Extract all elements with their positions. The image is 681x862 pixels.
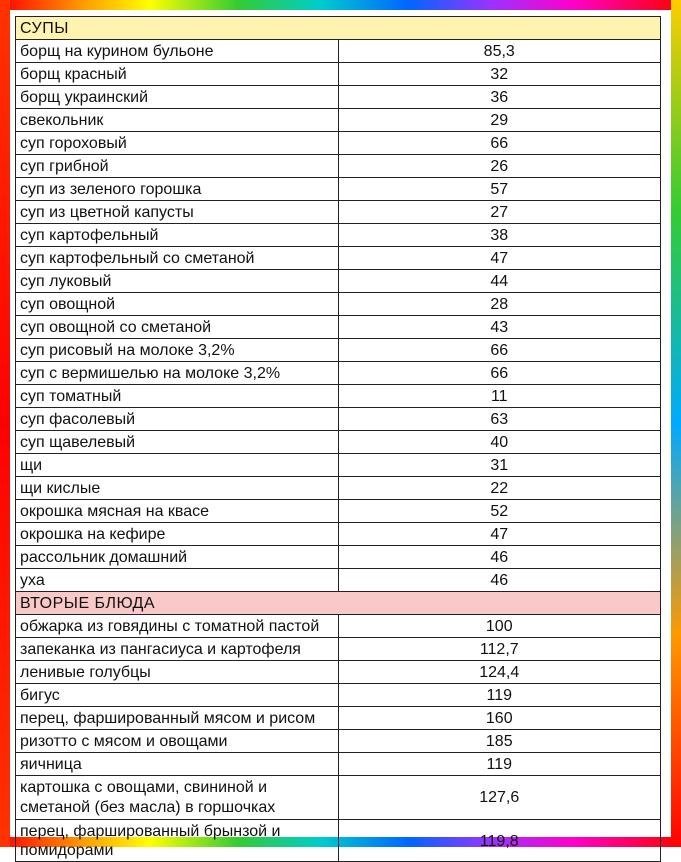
dish-name: перец, фаршированный брынзой и помидорами — [16, 820, 339, 862]
table-row — [16, 707, 661, 730]
table-row — [16, 270, 661, 293]
calorie-value: 11 — [338, 385, 661, 408]
table-row — [16, 408, 661, 431]
calorie-value: 66 — [338, 362, 661, 385]
dish-name: суп из цветной капусты — [16, 201, 339, 224]
dish-name: уха — [16, 569, 339, 592]
table-row — [16, 753, 661, 776]
dish-name: суп щавелевый — [16, 431, 339, 454]
table-row — [16, 431, 661, 454]
dish-name: ленивые голубцы — [16, 661, 339, 684]
calorie-value: 27 — [338, 201, 661, 224]
table-row — [16, 155, 661, 178]
dish-name: щи — [16, 454, 339, 477]
calorie-value: 119 — [338, 684, 661, 707]
calorie-value: 66 — [338, 132, 661, 155]
table-row — [16, 661, 661, 684]
section-title: СУПЫ — [16, 17, 661, 40]
table-row — [16, 523, 661, 546]
dish-name: суп гороховый — [16, 132, 339, 155]
calorie-value: 47 — [338, 247, 661, 270]
calorie-value: 127,6 — [338, 776, 661, 820]
calorie-value: 119,8 — [338, 820, 661, 862]
calorie-value: 22 — [338, 477, 661, 500]
table-row — [16, 132, 661, 155]
dish-name: перец, фаршированный мясом и рисом — [16, 707, 339, 730]
calorie-value: 26 — [338, 155, 661, 178]
table-row — [16, 569, 661, 592]
section-title: ВТОРЫЕ БЛЮДА — [16, 592, 661, 615]
table-row — [16, 316, 661, 339]
calorie-value: 85,3 — [338, 40, 661, 63]
calorie-value: 36 — [338, 86, 661, 109]
table-row — [16, 178, 661, 201]
dish-name: борщ красный — [16, 63, 339, 86]
dish-name: суп фасолевый — [16, 408, 339, 431]
table-row — [16, 224, 661, 247]
dish-name: окрошка на кефире — [16, 523, 339, 546]
calorie-value: 32 — [338, 63, 661, 86]
table-row — [16, 293, 661, 316]
table-row — [16, 500, 661, 523]
calorie-value: 43 — [338, 316, 661, 339]
dish-name: щи кислые — [16, 477, 339, 500]
calorie-value: 112,7 — [338, 638, 661, 661]
dish-name: суп картофельный — [16, 224, 339, 247]
calorie-value: 47 — [338, 523, 661, 546]
calorie-value: 40 — [338, 431, 661, 454]
dish-name: свекольник — [16, 109, 339, 132]
frame-top-stripe — [0, 0, 681, 10]
calorie-value: 44 — [338, 270, 661, 293]
table-row — [16, 546, 661, 569]
table-row — [16, 40, 661, 63]
calorie-value: 46 — [338, 546, 661, 569]
calorie-value: 124,4 — [338, 661, 661, 684]
dish-name: картошка с овощами, свининой и сметаной (без масла) в горшочках — [16, 776, 339, 820]
dish-name: суп овощной — [16, 293, 339, 316]
calorie-value: 29 — [338, 109, 661, 132]
dish-name: суп грибной — [16, 155, 339, 178]
section-header — [16, 17, 661, 40]
table-row — [16, 638, 661, 661]
table-row — [16, 339, 661, 362]
dish-name: суп овощной со сметаной — [16, 316, 339, 339]
dish-name: запеканка из пангасиуса и картофеля — [16, 638, 339, 661]
dish-name: рассольник домашний — [16, 546, 339, 569]
dish-name: суп луковый — [16, 270, 339, 293]
calorie-value: 63 — [338, 408, 661, 431]
table-row — [16, 201, 661, 224]
dish-name: суп с вермишелью на молоке 3,2% — [16, 362, 339, 385]
table-row — [16, 63, 661, 86]
table-row — [16, 247, 661, 270]
dish-name: суп томатный — [16, 385, 339, 408]
calorie-value: 100 — [338, 615, 661, 638]
calorie-value: 28 — [338, 293, 661, 316]
table-row — [16, 730, 661, 753]
calorie-value: 52 — [338, 500, 661, 523]
dish-name: суп картофельный со сметаной — [16, 247, 339, 270]
frame-left-stripe — [0, 0, 10, 847]
table-row — [16, 362, 661, 385]
calorie-value: 38 — [338, 224, 661, 247]
table-row — [16, 776, 661, 820]
section-header — [16, 592, 661, 615]
calorie-value: 185 — [338, 730, 661, 753]
dish-name: яичница — [16, 753, 339, 776]
table-row — [16, 615, 661, 638]
dish-name: суп из зеленого горошка — [16, 178, 339, 201]
table-row — [16, 385, 661, 408]
calorie-value: 46 — [338, 569, 661, 592]
table-row — [16, 684, 661, 707]
dish-name: окрошка мясная на квасе — [16, 500, 339, 523]
calorie-value: 31 — [338, 454, 661, 477]
table-row — [16, 820, 661, 862]
dish-name: суп рисовый на молоке 3,2% — [16, 339, 339, 362]
frame-right-stripe — [671, 0, 681, 847]
table-row — [16, 477, 661, 500]
dish-name: обжарка из говядины с томатной пастой — [16, 615, 339, 638]
calorie-value: 66 — [338, 339, 661, 362]
calorie-table-body — [16, 17, 661, 862]
table-row — [16, 454, 661, 477]
calorie-value: 160 — [338, 707, 661, 730]
dish-name: борщ украинский — [16, 86, 339, 109]
dish-name: ризотто с мясом и овощами — [16, 730, 339, 753]
calorie-value: 57 — [338, 178, 661, 201]
table-row — [16, 109, 661, 132]
dish-name: борщ на курином бульоне — [16, 40, 339, 63]
calorie-value: 119 — [338, 753, 661, 776]
table-row — [16, 86, 661, 109]
calorie-table — [15, 16, 661, 862]
dish-name: бигус — [16, 684, 339, 707]
